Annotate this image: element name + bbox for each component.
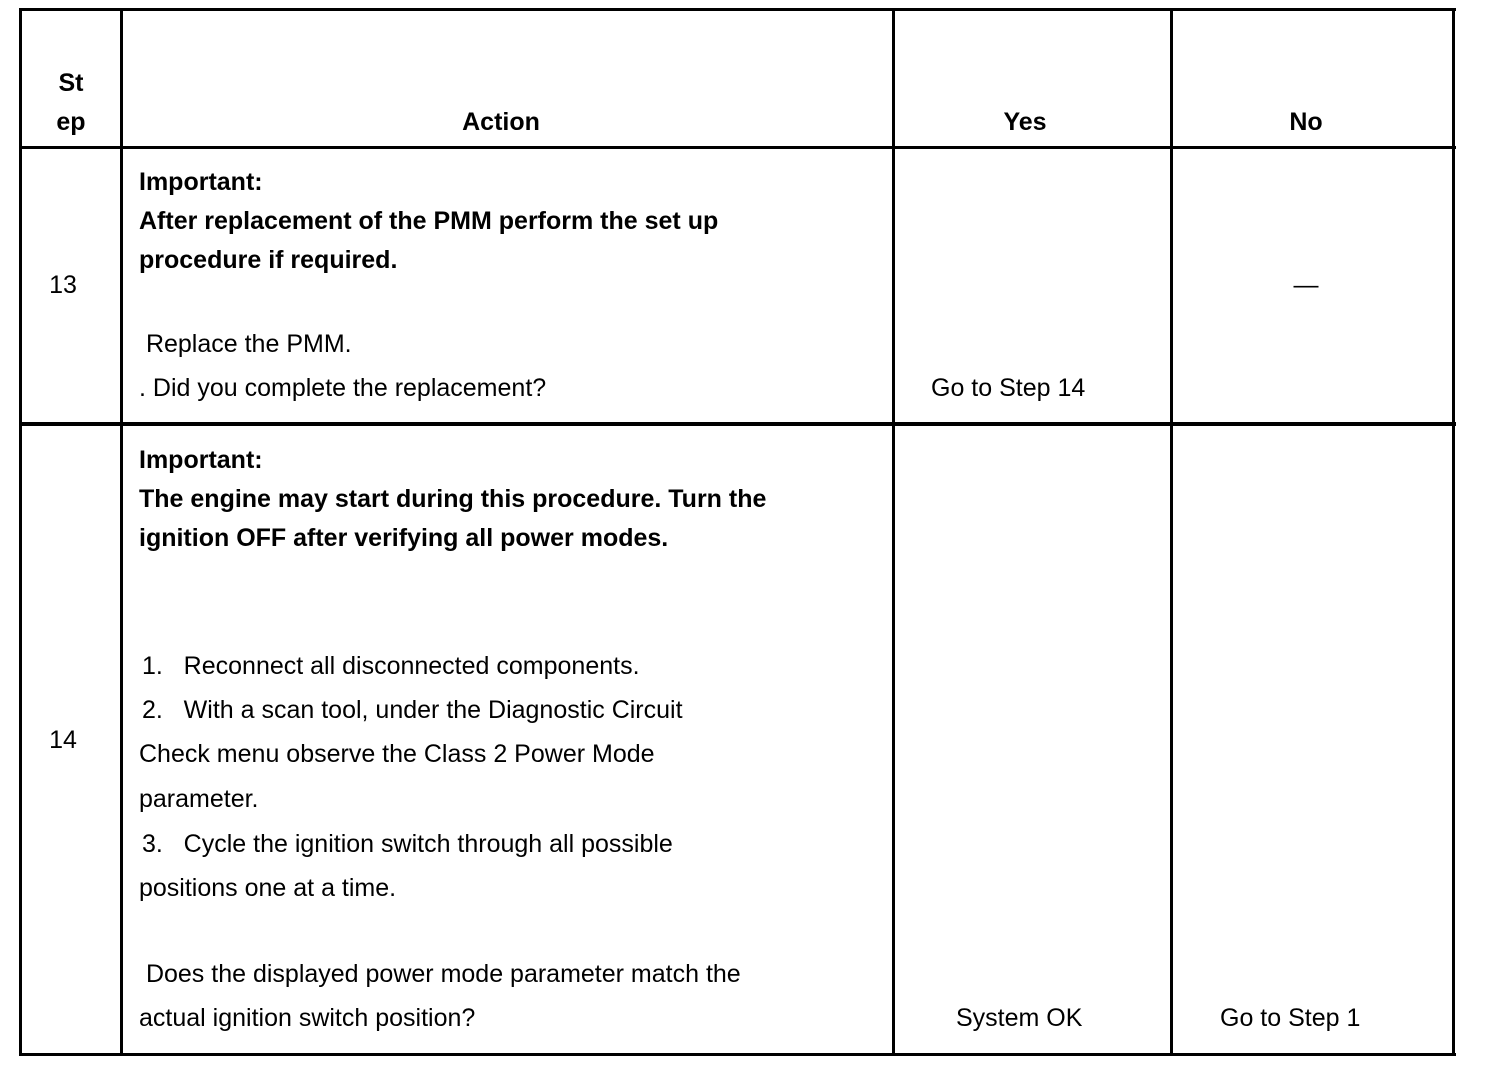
row-14-action-line-4: parameter.: [139, 785, 259, 813]
row-13-yes: Go to Step 14: [931, 374, 1086, 402]
row-14-no: Go to Step 1: [1220, 1004, 1361, 1032]
row-14-step: 14: [49, 726, 77, 754]
row-14-action-line-5: 3. Cycle the ignition switch through all possible: [142, 830, 673, 858]
row-14-action-line-7: Does the displayed power mode parameter match the: [139, 960, 741, 988]
row-14-action-line-2: 2. With a scan tool, under the Diagnostic Circuit: [142, 696, 683, 724]
row-14-action-line-3: Check menu observe the Class 2 Power Mode: [139, 740, 655, 768]
table-top-border: [20, 8, 1456, 11]
row-14-important-line-1: The engine may start during this procedure. Turn the: [139, 485, 767, 513]
row-13-important-line-2: procedure if required.: [139, 246, 398, 274]
header-step-line1: St: [58, 69, 84, 97]
header-step-line2: ep: [56, 108, 86, 136]
header-action: Action: [462, 108, 540, 136]
row-14-important-label: Important:: [139, 446, 263, 474]
row-14-important-line-2: ignition OFF after verifying all power modes.: [139, 524, 669, 552]
header-no: No: [1289, 108, 1323, 136]
table-left-border: [19, 8, 22, 1056]
header-yes: Yes: [1003, 108, 1047, 136]
yes-column-divider: [1170, 8, 1173, 1056]
row-14-action-line-6: positions one at a time.: [139, 874, 397, 902]
row-13-important-line-1: After replacement of the PMM perform the set up: [139, 207, 719, 235]
row-13-action-line-2: . Did you complete the replacement?: [139, 374, 547, 402]
header-bottom-border: [20, 146, 1456, 149]
table-right-border: [1452, 8, 1455, 1056]
row-14-action-line-1: 1. Reconnect all disconnected components.: [142, 652, 640, 680]
row-13-step: 13: [49, 271, 77, 299]
row-13-no: —: [1293, 271, 1319, 299]
row-13-bottom-border: [20, 422, 1456, 426]
row-13-action-line-1: Replace the PMM.: [139, 330, 352, 358]
table-bottom-border: [20, 1053, 1456, 1056]
row-14-yes: System OK: [956, 1004, 1083, 1032]
step-column-divider: [120, 8, 123, 1056]
action-column-divider: [892, 8, 895, 1056]
row-14-action-line-8: actual ignition switch position?: [139, 1004, 476, 1032]
row-13-important-label: Important:: [139, 168, 263, 196]
